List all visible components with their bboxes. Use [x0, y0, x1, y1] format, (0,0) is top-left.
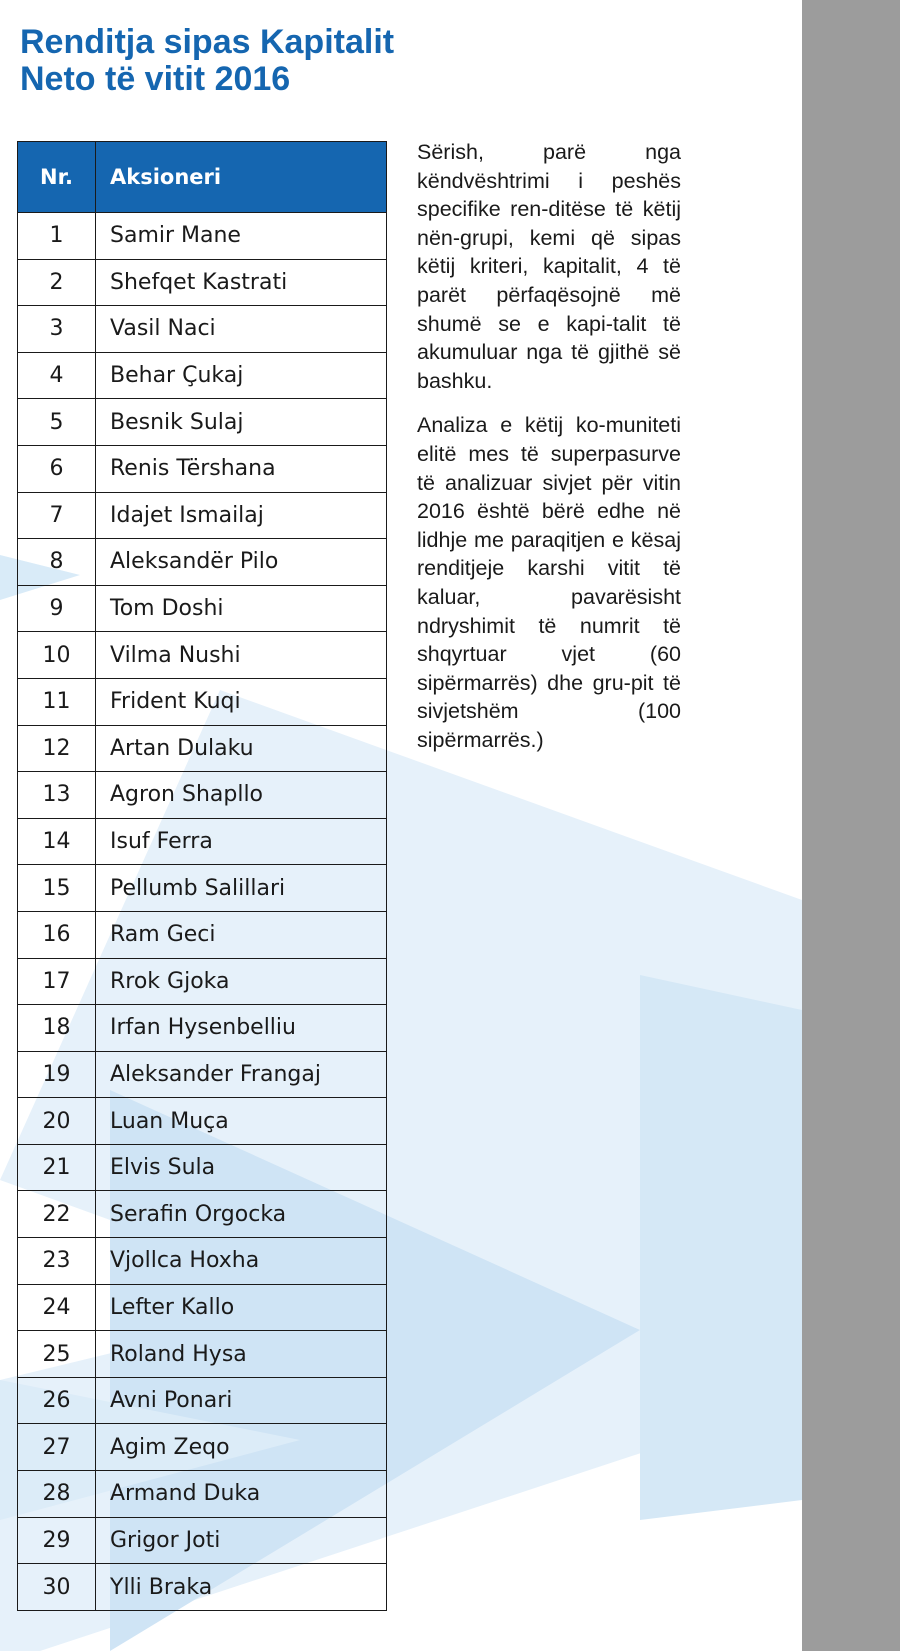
table-row — [18, 213, 387, 260]
table-row — [18, 1051, 387, 1098]
rank-number: 4 — [18, 352, 96, 399]
table-row — [18, 958, 387, 1005]
rank-number: 14 — [18, 818, 96, 865]
header-nr: Nr. — [18, 142, 96, 213]
table-row — [18, 1191, 387, 1238]
table-row — [18, 725, 387, 772]
table-row — [18, 1238, 387, 1285]
rank-number: 9 — [18, 585, 96, 632]
right-gray-bar — [802, 0, 900, 1651]
rank-number: 21 — [18, 1144, 96, 1191]
rank-number: 22 — [18, 1191, 96, 1238]
shareholder-name: Agim Zeqo — [96, 1424, 387, 1471]
rank-number: 23 — [18, 1238, 96, 1285]
table-row — [18, 259, 387, 306]
rank-number: 19 — [18, 1051, 96, 1098]
table-row — [18, 306, 387, 353]
shareholder-name: Samir Mane — [96, 213, 387, 260]
rank-number: 11 — [18, 678, 96, 725]
shareholder-name: Lefter Kallo — [96, 1284, 387, 1331]
shareholder-name: Idajet Ismailaj — [96, 492, 387, 539]
table-row — [18, 539, 387, 586]
shareholder-name: Ram Geci — [96, 911, 387, 958]
rank-number: 25 — [18, 1331, 96, 1378]
rank-number: 6 — [18, 445, 96, 492]
shareholder-name: Pellumb Salillari — [96, 865, 387, 912]
page-title — [20, 24, 394, 98]
rank-number: 18 — [18, 1005, 96, 1052]
table-row — [18, 1144, 387, 1191]
rank-number: 29 — [18, 1517, 96, 1564]
rank-number: 28 — [18, 1471, 96, 1518]
paragraph-2: Analiza e këtij ko-muniteti elitë mes të superpasurve të analizuar sivjet për vitin 2016 është bërë edhe në lidhje me paraqitjen e kësaj renditjeje karshi vitit të kaluar, pavarësisht ndryshimit të numrit të shqyrtuar vjet (60 sipërmarrës) dhe gru-pit të sivjetshëm (100 sipërmarrës.) — [417, 413, 681, 752]
shareholder-name: Behar Çukaj — [96, 352, 387, 399]
shareholder-name: Aleksandër Pilo — [96, 539, 387, 586]
table-row — [18, 911, 387, 958]
shareholder-name: Vasil Naci — [96, 306, 387, 353]
table-row — [18, 865, 387, 912]
title-line-2: Neto të vitit 2016 — [20, 60, 291, 98]
shareholder-name: Vilma Nushi — [96, 632, 387, 679]
shareholder-name: Aleksander Frangaj — [96, 1051, 387, 1098]
shareholder-name: Roland Hysa — [96, 1331, 387, 1378]
table-row — [18, 399, 387, 446]
table-row — [18, 1471, 387, 1518]
table-row — [18, 678, 387, 725]
rank-number: 13 — [18, 772, 96, 819]
rank-number: 30 — [18, 1564, 96, 1611]
shareholder-name: Artan Dulaku — [96, 725, 387, 772]
rank-number: 10 — [18, 632, 96, 679]
rank-number: 5 — [18, 399, 96, 446]
rank-number: 26 — [18, 1377, 96, 1424]
rank-number: 1 — [18, 213, 96, 260]
rank-number: 17 — [18, 958, 96, 1005]
table-row — [18, 818, 387, 865]
shareholder-name: Grigor Joti — [96, 1517, 387, 1564]
shareholder-name: Elvis Sula — [96, 1144, 387, 1191]
rank-number: 24 — [18, 1284, 96, 1331]
table-row — [18, 1424, 387, 1471]
rank-number: 2 — [18, 259, 96, 306]
shareholder-name: Luan Muça — [96, 1098, 387, 1145]
table-row — [18, 352, 387, 399]
table-header-row — [18, 142, 387, 213]
shareholder-name: Shefqet Kastrati — [96, 259, 387, 306]
rank-number: 20 — [18, 1098, 96, 1145]
table-row — [18, 1284, 387, 1331]
title-line-1: Renditja sipas Kapitalit — [20, 23, 395, 61]
shareholder-name: Serafin Orgocka — [96, 1191, 387, 1238]
shareholder-name: Besnik Sulaj — [96, 399, 387, 446]
shareholder-name: Isuf Ferra — [96, 818, 387, 865]
rank-number: 27 — [18, 1424, 96, 1471]
table-row — [18, 492, 387, 539]
table-row — [18, 1517, 387, 1564]
table-row — [18, 1005, 387, 1052]
table-row — [18, 1098, 387, 1145]
rank-number: 15 — [18, 865, 96, 912]
shareholder-name: Renis Tërshana — [96, 445, 387, 492]
paragraph-1: Sërish, parë nga këndvështrimi i peshës specifike ren-ditëse të këtij nën-grupi, kemi që sipas këtij kriteri, kapitalit, 4 të parët përfaqësojnë më shumë se e kapi-talit të akumuluar nga të gjithë së bashku. — [417, 140, 681, 393]
table-body — [18, 213, 387, 1611]
rank-number: 16 — [18, 911, 96, 958]
table-row — [18, 1564, 387, 1611]
rank-number: 7 — [18, 492, 96, 539]
table-row — [18, 445, 387, 492]
shareholder-name: Avni Ponari — [96, 1377, 387, 1424]
body-text — [417, 138, 681, 770]
table-row — [18, 632, 387, 679]
shareholder-name: Vjollca Hoxha — [96, 1238, 387, 1285]
table-row — [18, 1377, 387, 1424]
shareholder-name: Agron Shapllo — [96, 772, 387, 819]
rank-number: 3 — [18, 306, 96, 353]
shareholder-name: Ylli Braka — [96, 1564, 387, 1611]
header-aksioneri: Aksioneri — [96, 142, 387, 213]
shareholder-name: Rrok Gjoka — [96, 958, 387, 1005]
table-row — [18, 585, 387, 632]
ranking-table — [17, 141, 387, 1611]
rank-number: 12 — [18, 725, 96, 772]
shareholder-name: Armand Duka — [96, 1471, 387, 1518]
rank-number: 8 — [18, 539, 96, 586]
bg-triangle-right — [640, 975, 802, 1520]
shareholder-name: Tom Doshi — [96, 585, 387, 632]
table-row — [18, 1331, 387, 1378]
table-row — [18, 772, 387, 819]
shareholder-name: Frident Kuqi — [96, 678, 387, 725]
shareholder-name: Irfan Hysenbelliu — [96, 1005, 387, 1052]
